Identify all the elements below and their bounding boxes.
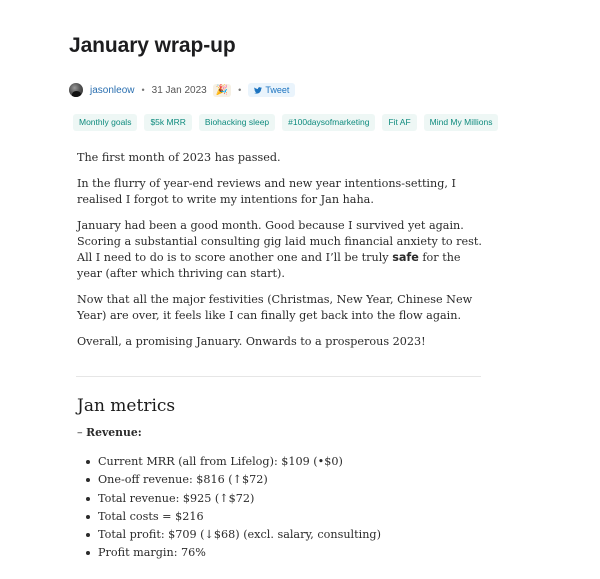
author-avatar[interactable] — [69, 83, 83, 97]
metrics-list — [77, 453, 485, 562]
meta-separator-2: • — [238, 85, 242, 95]
revenue-label: Revenue: — [86, 426, 142, 440]
paragraph-4: Now that all the major festivities (Christmas, New Year, Chinese New Year) are over, it feels like I can finally get back into the flow again. — [77, 292, 473, 323]
tag-100daysofmarketing[interactable]: #100daysofmarketing — [282, 114, 375, 131]
tag-fit-af[interactable]: Fit AF — [382, 114, 416, 131]
twitter-bird-icon — [254, 87, 262, 94]
author-link[interactable]: jasonleow — [90, 84, 135, 96]
revenue-dash: – — [77, 426, 87, 440]
revenue-subheading — [77, 425, 485, 441]
tweet-button[interactable] — [248, 83, 295, 97]
post-date: 31 Jan 2023 — [151, 84, 207, 96]
metric-item: Total profit: $709 (↓$68) (excl. salary, consulting) — [98, 526, 485, 544]
paragraph-3-start: January had been a good month. Good because I survived yet again. Scoring a substantial consulting gig laid much financial anxiety to rest. All I need to do is to score another one and I’ll be truly — [77, 218, 482, 265]
paragraph-3 — [77, 218, 485, 283]
metric-item: Total costs = $216 — [98, 508, 485, 526]
paragraph-3-bold: safe — [392, 251, 419, 265]
post-meta — [69, 81, 295, 99]
meta-separator: • — [141, 85, 145, 95]
paragraph-3-end: for the year (after which thriving can start). — [77, 251, 461, 281]
paragraph-5: Overall, a promising January. Onwards to a prosperous 2023! — [77, 334, 426, 348]
metrics-heading: Jan metrics — [77, 396, 176, 417]
metric-item: Profit margin: 76% — [98, 544, 485, 562]
tag-monthly-goals[interactable]: Monthly goals — [73, 114, 137, 131]
metric-item: Current MRR (all from Lifelog): $109 (•$0) — [98, 453, 485, 471]
metric-item: One-off revenue: $816 (↑$72) — [98, 471, 485, 489]
post-body — [77, 150, 485, 562]
tag-5k-mrr[interactable]: $5k MRR — [144, 114, 191, 131]
party-popper-icon: 🎉 — [213, 84, 231, 97]
tag-biohacking-sleep[interactable]: Biohacking sleep — [199, 114, 275, 131]
section-divider — [76, 376, 481, 377]
paragraph-2: In the flurry of year-end reviews and new year intentions-setting, I realised I forgot to write my intentions for Jan haha. — [77, 176, 456, 206]
paragraph-1: The first month of 2023 has passed. — [77, 151, 281, 164]
tag-list — [73, 114, 498, 131]
post-title: January wrap-up — [69, 34, 236, 57]
tweet-label: Tweet — [265, 85, 290, 95]
metric-item: Total revenue: $925 (↑$72) — [98, 490, 485, 508]
tag-mind-my-millions[interactable]: Mind My Millions — [424, 114, 499, 131]
